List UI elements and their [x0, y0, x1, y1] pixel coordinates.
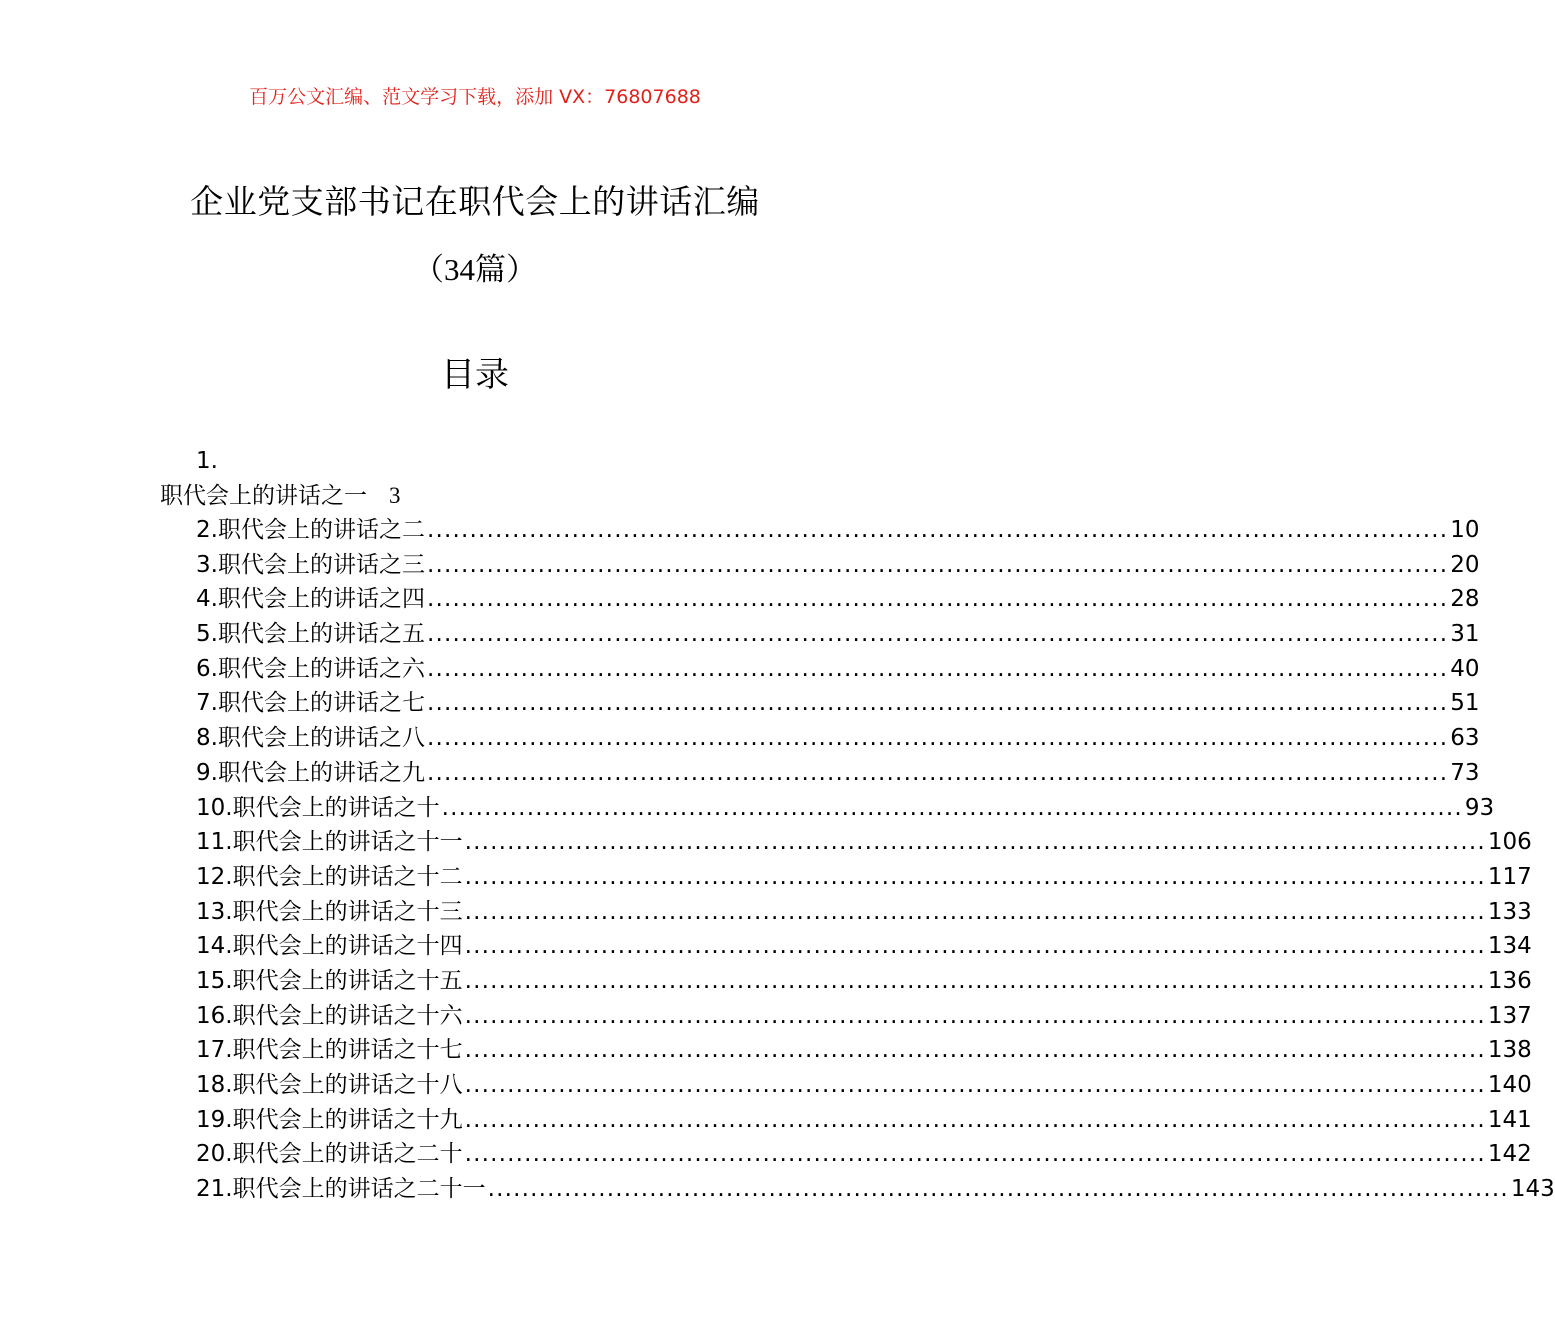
table-of-contents	[196, 513, 1555, 1207]
toc-entry[interactable]	[196, 756, 1480, 791]
toc-leader-dots: ........................................................................................................................	[464, 863, 1486, 890]
toc-entry-label: 16.职代会上的讲话之十六	[196, 1002, 463, 1029]
toc-leader-dots: ........................................................................................................................	[426, 586, 1449, 613]
toc-entry[interactable]	[196, 513, 1480, 548]
subtitle-count: 34	[444, 252, 475, 287]
toc-entry-label: 15.职代会上的讲话之十五	[196, 967, 463, 994]
toc-entry-label: 4.职代会上的讲话之四	[196, 586, 425, 613]
toc-leader-dots: ........................................................................................................................	[464, 1106, 1486, 1133]
toc-leader-dots: ........................................................................................................................	[426, 725, 1449, 752]
toc-entry[interactable]	[196, 721, 1480, 756]
toc-entry-label: 9.职代会上的讲话之九	[196, 759, 425, 786]
toc-entry-label: 3.职代会上的讲话之三	[196, 551, 425, 578]
toc-entry-label: 2.职代会上的讲话之二	[196, 517, 425, 543]
toc-entry-page: 134	[1487, 933, 1532, 960]
header-note: 百万公文汇编、范文学习下载，添加 VX：76807688	[249, 86, 701, 108]
toc-entry-page: 20	[1450, 551, 1480, 578]
toc-entry-label: 12.职代会上的讲话之十二	[196, 863, 463, 890]
toc-leader-dots: ........................................................................................................................	[464, 1072, 1486, 1098]
toc-heading: 目录	[441, 355, 509, 395]
toc-entry[interactable]	[196, 791, 1495, 826]
toc-entry[interactable]	[196, 860, 1532, 895]
toc-entry-page: 73	[1450, 759, 1480, 786]
toc-entry[interactable]	[196, 999, 1532, 1034]
toc-entry[interactable]	[196, 929, 1532, 964]
toc-entry-page: 141	[1487, 1106, 1532, 1133]
toc-entry-label: 11.职代会上的讲话之十一	[196, 829, 463, 856]
toc-leader-dots: ........................................................................................................................	[464, 933, 1486, 960]
toc-entry[interactable]	[196, 1068, 1532, 1103]
toc-entry-page: 40	[1450, 655, 1480, 682]
toc-entry-page: 10	[1450, 517, 1480, 543]
toc-entry[interactable]	[196, 617, 1480, 652]
toc-leader-dots: ........................................................................................................................	[464, 829, 1486, 856]
toc-leader-dots: ........................................................................................................................	[464, 1141, 1486, 1168]
toc-first-page: 3	[389, 483, 401, 508]
subtitle-close-paren: ）	[506, 252, 537, 288]
document-subtitle	[0, 248, 950, 292]
toc-entry-page: 93	[1464, 794, 1495, 821]
toc-entry-label: 17.职代会上的讲话之十七	[196, 1037, 463, 1064]
subtitle-open-paren: （	[413, 252, 444, 288]
toc-entry[interactable]	[196, 1103, 1532, 1138]
toc-entry-label: 19.职代会上的讲话之十九	[196, 1106, 463, 1133]
toc-entry-page: 138	[1487, 1037, 1532, 1064]
toc-entry-page: 106	[1487, 829, 1532, 856]
toc-entry[interactable]	[196, 548, 1480, 583]
document-title: 企业党支部书记在职代会上的讲话汇编	[190, 182, 760, 221]
toc-leader-dots: ........................................................................................................................	[464, 1037, 1486, 1064]
toc-entry-page: 133	[1487, 898, 1532, 925]
toc-first-entry[interactable]	[160, 481, 401, 511]
toc-entry[interactable]	[196, 1172, 1555, 1207]
toc-entry-page: 140	[1487, 1072, 1532, 1098]
toc-leader-dots: ........................................................................................................................	[426, 759, 1449, 786]
toc-entry-page: 31	[1450, 621, 1480, 648]
toc-entry-label: 18.职代会上的讲话之十八	[196, 1072, 463, 1098]
toc-leader-dots: ........................................................................................................................	[426, 517, 1449, 543]
toc-leader-dots: ........................................................................................................................	[426, 655, 1449, 682]
toc-entry-page: 28	[1450, 586, 1480, 613]
toc-entry-page: 117	[1487, 863, 1532, 890]
toc-entry-label: 10.职代会上的讲话之十	[196, 794, 440, 821]
toc-entry-label: 8.职代会上的讲话之八	[196, 725, 425, 752]
toc-entry[interactable]	[196, 686, 1480, 721]
toc-leader-dots: ........................................................................................................................	[441, 794, 1463, 821]
toc-leader-dots: ........................................................................................................................	[464, 967, 1486, 994]
toc-entry[interactable]	[196, 825, 1532, 860]
toc-entry-label: 14.职代会上的讲话之十四	[196, 933, 463, 960]
toc-entry-page: 63	[1450, 725, 1480, 752]
subtitle-unit: 篇	[475, 252, 506, 288]
toc-entry[interactable]	[196, 652, 1480, 687]
toc-entry[interactable]	[196, 895, 1532, 930]
toc-entry-page: 136	[1487, 967, 1532, 994]
toc-leader-dots: ........................................................................................................................	[487, 1176, 1509, 1203]
toc-first-label: 职代会上的讲话之一	[160, 483, 367, 509]
toc-entry[interactable]	[196, 964, 1532, 999]
toc-entry[interactable]	[196, 1033, 1532, 1068]
toc-entry-label: 7.职代会上的讲话之七	[196, 690, 425, 717]
toc-entry[interactable]	[196, 582, 1480, 617]
toc-entry-page: 142	[1487, 1141, 1532, 1168]
toc-leader-dots: ........................................................................................................................	[464, 1002, 1486, 1029]
toc-entry[interactable]	[196, 1137, 1532, 1172]
toc-entry-page: 137	[1487, 1002, 1532, 1029]
toc-leader-dots: ........................................................................................................................	[426, 690, 1449, 717]
toc-entry-page: 51	[1450, 690, 1480, 717]
toc-entry-label: 13.职代会上的讲话之十三	[196, 898, 463, 925]
toc-entry-page: 143	[1510, 1176, 1555, 1203]
toc-leader-dots: ........................................................................................................................	[464, 898, 1486, 925]
toc-entry-label: 20.职代会上的讲话之二十	[196, 1141, 463, 1168]
toc-leader-dots: ........................................................................................................................	[426, 551, 1449, 578]
toc-entry-label: 21.职代会上的讲话之二十一	[196, 1176, 486, 1203]
toc-leader-dots: ........................................................................................................................	[426, 621, 1449, 648]
toc-first-number[interactable]: 1.	[196, 448, 218, 474]
toc-entry-label: 6.职代会上的讲话之六	[196, 655, 425, 682]
toc-entry-label: 5.职代会上的讲话之五	[196, 621, 425, 648]
